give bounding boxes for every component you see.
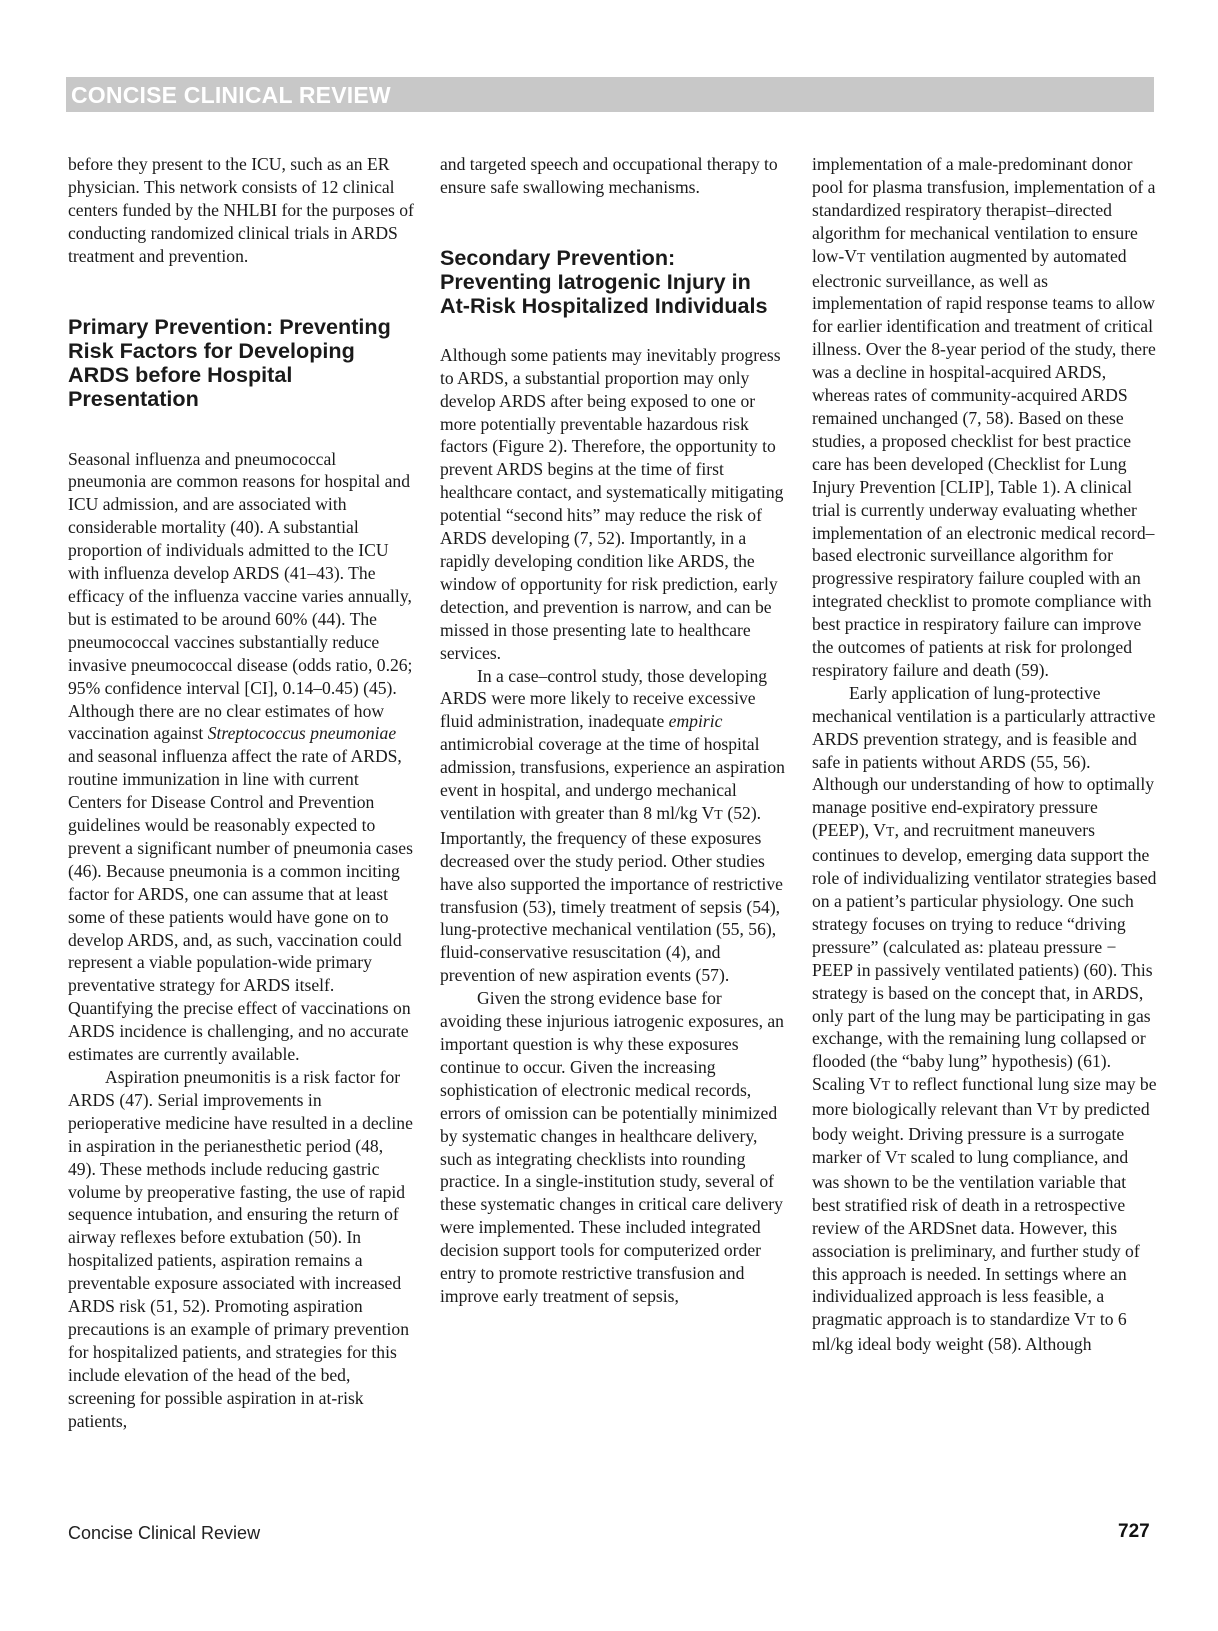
- section-heading-primary-prevention: Primary Prevention: Preventing Risk Factors for Developing ARDS before Hospital Presentation: [68, 313, 391, 411]
- subscript-t: T: [1086, 1313, 1096, 1329]
- page-number: 727: [1118, 1521, 1150, 1542]
- section-banner: [66, 77, 1154, 112]
- paragraph: and targeted speech and occupational therapy to ensure safe swallowing mechanisms.: [440, 154, 778, 197]
- column-3: [812, 153, 1157, 1356]
- paragraph: Although some patients may inevitably progress to ARDS, a substantial proportion may only develop ARDS after being exposed to one or more potentially preventable hazardous risk factors (Figure 2). Therefore, the opportunity to prevent ARDS begins at the time of first healthcare contact, and systematically mitigating potential “second hits” may reduce the risk of ARDS developing (7, 52). Importantly, in a rapidly developing condition like ARDS, the window of opportunity for risk prediction, early detection, and prevention is narrow, and can be missed in those presenting late to healthcare services.: [440, 344, 784, 663]
- footer-journal-section: Concise Clinical Review: [68, 1523, 261, 1543]
- subscript-t: T: [897, 1150, 907, 1166]
- text-run: Seasonal influenza and pneumococcal pneumonia are common reasons for hospital and ICU admission, and are associated with considerable mortality (40). A substantial proportion of individuals admitted to the ICU with influenza develop ARDS (41–43). The efficacy of the influenza vaccine varies annually, but is estimated to be around 60% (44). The pneumococcal vaccines substantially reduce invasive pneumococcal disease (odds ratio, 0.26; 95% confidence interval [CI], 0.14–0.45) (45). Although there are no clear estimates of how vaccination against: [68, 448, 413, 744]
- text-run: and seasonal influenza affect the rate of ARDS, routine immunization in line with current Centers for Disease Control and Prevention guidelines would be reasonably expected to prevent a significant number of pneumonia cases (46). Because pneumonia is a common inciting factor for ARDS, one can assume that at least some of these patients would have gone on to develop ARDS, and, as such, vaccination could represent a viable population-wide primary preventative strategy for ARDS itself. Quantifying the precise effect of vaccinations on ARDS incidence is challenging, and no accurate estimates are currently available.: [68, 746, 413, 1065]
- section-heading-secondary-prevention: Secondary Prevention: Preventing Iatrogenic Injury in At-Risk Hospitalized Individuals: [440, 244, 768, 318]
- italic-text: Streptococcus pneumoniae: [207, 723, 397, 744]
- text-run: (52). Importantly, the frequency of these exposures decreased over the study period. Other studies have also supported the importance of restrictive transfusion (53), timely treatment of sepsis (54), lung-protective mechanical ventilation (55, 56), fluid-conservative resuscitation (4), and prevention of new aspiration events (57).: [440, 802, 783, 986]
- paragraph: [440, 665, 785, 988]
- italic-text: empiric: [668, 711, 723, 732]
- subscript-t: T: [881, 1078, 891, 1094]
- subscript-t: T: [856, 249, 866, 265]
- banner-label: CONCISE CLINICAL REVIEW: [71, 82, 391, 108]
- subscript-t: T: [885, 824, 895, 840]
- text-run: scaled to lung compliance, and was shown to be the ventilation variable that best stratified risk of death in a retrospective review of the ARDSnet data. However, this association is preliminary, and further study of this approach is needed. In settings where an individualized approach is less feasible, a pragmatic approach is to standardize V: [812, 1146, 1140, 1330]
- text-run: implementation of a male-predominant donor pool for plasma transfusion, implementation of a standardized respiratory therapist–directed algorithm for mechanical ventilation to ensure low-V: [812, 154, 1156, 266]
- paragraph: before they present to the ICU, such as an ER physician. This network consists of 12 clinical centers funded by the NHLBI for the purposes of conducting randomized clinical trials in ARDS treatment and prevention.: [68, 154, 414, 266]
- text-run: antimicrobial coverage at the time of hospital admission, transfusions, experience an aspiration event in hospital, and undergo mechanical ventilation with greater than 8 ml/kg V: [440, 734, 785, 823]
- text-run: In a case–control study, those developing ARDS were more likely to receive excessive fluid administration, inadequate: [440, 665, 768, 732]
- column-1: [68, 153, 414, 1433]
- text-run: ventilation augmented by automated electronic surveillance, as well as implementation of rapid response teams to allow for earlier identification and treatment of critical illness. Over the 8-year period of the study, there was a decline in hospital-acquired ARDS, whereas rates of community-acquired ARDS remained unchanged (7, 58). Based on these studies, a proposed checklist for best practice care has been developed (Checklist for Lung Injury Prevention [CLIP], Table 1). A clinical trial is currently underway evaluating whether implementation of an electronic medical record–based electronic surveillance algorithm for progressive respiratory failure coupled with an integrated checklist to promote compliance with best practice in respiratory failure can improve the outcomes of patients at risk for prolonged respiratory failure and death (59).: [812, 245, 1156, 680]
- text-run: , and recruitment maneuvers continues to develop, emerging data support the role of individualizing ventilator strategies based on a patient’s particular physiology. One such strategy focuses on trying to reduce “driving pressure” (calculated as: plateau pressure − PEEP in passively ventilated patients) (60). This strategy is based on the concept that, in ARDS, only part of the lung may be participating in gas exchange, with the remaining lung collapsed or flooded (the “baby lung” hypothesis) (61). Scaling V: [812, 820, 1157, 1095]
- text-run: to reflect functional lung size may be more biologically relevant than V: [812, 1074, 1157, 1120]
- subscript-t: T: [714, 806, 723, 822]
- text-run: to 6 ml/kg ideal body weight (58). Although: [812, 1309, 1127, 1355]
- paragraph: [812, 153, 1157, 682]
- text-run: Early application of lung-protective mechanical ventilation is a particularly attractive ARDS prevention strategy, and is feasible and safe in patients without ARDS (55, 56). Although our understanding of how to optimally manage positive end-expiratory pressure (PEEP), V: [812, 682, 1156, 841]
- paragraph: [812, 682, 1157, 1356]
- paragraph: Aspiration pneumonitis is a risk factor for ARDS (47). Serial improvements in perioperative medicine have resulted in a decline in aspiration in the perianesthetic period (48, 49). These methods include reducing gastric volume by preoperative fasting, the use of rapid sequence intubation, and ensuring the return of airway reflexes before extubation (50). In hospitalized patients, aspiration remains a preventable exposure associated with increased ARDS risk (51, 52). Promoting aspiration precautions is an example of primary prevention for hospitalized patients, and strategies for this include elevation of the head of the bed, screening for possible aspiration in at-risk patients,: [68, 1067, 413, 1431]
- paragraph: [68, 448, 414, 1066]
- subscript-t: T: [1049, 1103, 1058, 1119]
- column-2: [440, 153, 785, 1308]
- paragraph: Given the strong evidence base for avoiding these injurious iatrogenic exposures, an important question is why these exposures continue to occur. Given the increasing sophistication of electronic medical records, errors of omission can be potentially minimized by systematic changes in healthcare delivery, such as integrating checklists into rounding practice. In a single-institution study, several of these systematic changes in critical care delivery were implemented. These included integrated decision support tools for computerized order entry to promote restrictive transfusion and improve early treatment of sepsis,: [440, 988, 784, 1306]
- text-run: by predicted body weight. Driving pressure is a surrogate marker of V: [812, 1099, 1150, 1167]
